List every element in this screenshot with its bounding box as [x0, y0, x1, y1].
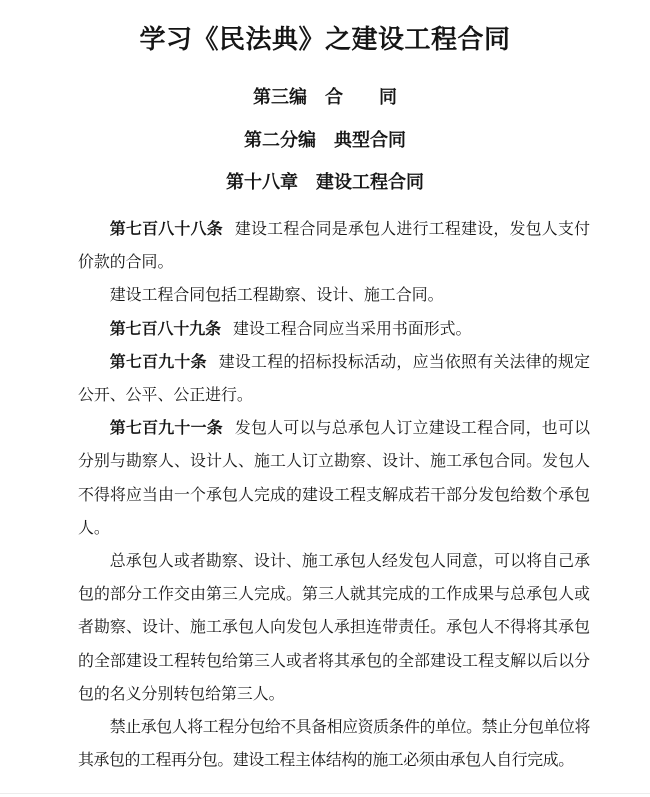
article-788-number: 第七百八十八条	[109, 221, 223, 238]
article-790-text: 建设工程的招标投标活动，应当依照有关法律的规定公开、公平、公正进行。	[78, 353, 591, 405]
paragraph-article-791-clause-2	[78, 545, 590, 711]
page-bottom-edge	[0, 793, 650, 794]
paragraph-article-789	[78, 313, 590, 346]
heading-chapter-18-construction-contracts: 第十八章 建设工程合同	[226, 172, 424, 192]
article-791-clause-3-text: 禁止承包人将工程分包给不具备相应资质条件的单位。禁止分包单位将其承包的工程再分包。建设工程主体结构的施工必须由承包人自行完成。	[78, 719, 591, 770]
article-790-number: 第七百九十条	[109, 353, 207, 371]
heading-part-3-contracts: 第三编 合 同	[253, 87, 397, 107]
paragraph-article-791	[78, 412, 590, 545]
document-title: 学习《民法典》之建设工程合同	[139, 25, 511, 54]
article-788-text: 建设工程合同是承包人进行工程建设，发包人支付价款的合同。	[78, 221, 590, 272]
paragraph-article-788	[78, 213, 590, 279]
article-788-clause-2-text: 建设工程合同包括工程勘察、设计、施工合同。	[109, 287, 444, 305]
paragraph-article-791-clause-3	[78, 711, 590, 777]
article-791-number: 第七百九十一条	[109, 420, 223, 438]
heading-subpart-2-typical-contracts: 第二分编 典型合同	[244, 130, 406, 150]
article-791-clause-2-text: 总承包人或者勘察、设计、施工承包人经发包人同意，可以将自己承包的部分工作交由第三人完成。第三人就其完成的工作成果与总承包人或者勘察、设计、施工承包人向发包人承担连带责任。承包人不得将其承包的全部建设工程转包给第三人或者将其承包的全部建设工程支解以后以分包的名义分别转包给第三人。	[78, 553, 590, 703]
article-791-text: 发包人可以与总承包人订立建设工程合同，也可以分别与勘察人、设计人、施工人订立勘察、设计、施工承包合同。发包人不得将应当由一个承包人完成的建设工程支解成若干部分发包给数个承包人。	[78, 420, 590, 537]
article-789-number: 第七百八十九条	[109, 320, 222, 338]
paragraph-article-790	[78, 346, 590, 412]
article-789-text: 建设工程合同应当采用书面形式。	[233, 320, 472, 338]
document-body	[78, 213, 590, 777]
paragraph-article-788-clause-2	[78, 279, 590, 312]
